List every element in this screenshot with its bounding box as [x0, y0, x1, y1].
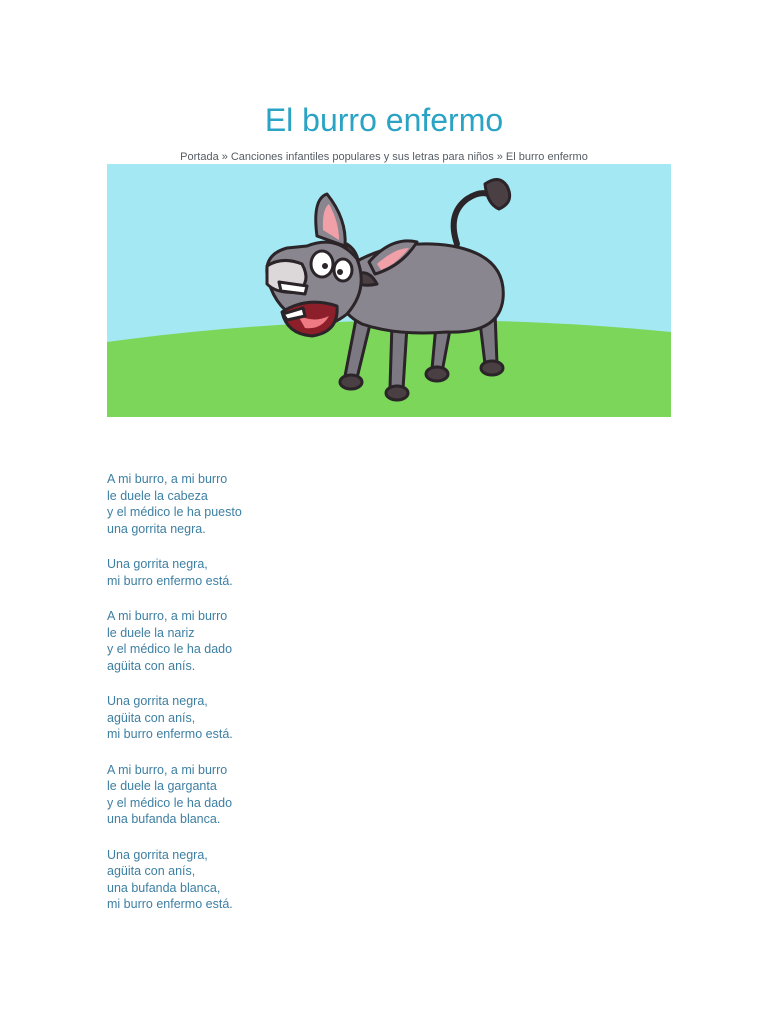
eye-left: [311, 251, 333, 277]
grass-hill: [107, 320, 671, 417]
verse-line: y el médico le ha puesto: [107, 505, 242, 519]
verse-line: agüita con anís,: [107, 710, 196, 725]
stanza: [107, 471, 507, 537]
verse-line: y el médico le ha dado: [107, 795, 233, 810]
verse-line: Una gorrita negra,: [107, 694, 208, 708]
verse-line: agüita con anís,: [107, 864, 196, 878]
verse-line: una bufanda blanca.: [107, 812, 221, 826]
verse-line: agüita con anís.: [107, 658, 196, 673]
song-lyrics: [107, 471, 507, 932]
breadcrumb-link-canciones[interactable]: Canciones infantiles populares y sus letras para niños: [230, 151, 494, 163]
stanza: [107, 847, 507, 913]
stanza: [107, 608, 507, 674]
verse-line: Una gorrita negra,: [107, 557, 208, 571]
verse-line: le duele la nariz: [107, 625, 195, 640]
breadcrumb-current: El burro enfermo: [505, 151, 588, 163]
stanza: [107, 556, 507, 589]
breadcrumb-separator: »: [221, 151, 228, 163]
verse-line: una gorrita negra.: [107, 521, 206, 536]
verse-line: le duele la garganta: [107, 779, 217, 793]
breadcrumb-link-portada[interactable]: Portada: [180, 151, 219, 163]
breadcrumb: [0, 150, 768, 164]
verse-line: una bufanda blanca,: [107, 880, 221, 895]
verse-line: mi burro enfermo está.: [107, 573, 233, 588]
breadcrumb-separator: »: [496, 151, 503, 163]
verse-line: A mi burro, a mi burro: [107, 762, 228, 777]
verse-line: A mi burro, a mi burro: [107, 472, 228, 486]
stanza: [107, 762, 507, 828]
verse-line: mi burro enfermo está.: [107, 727, 233, 741]
verse-line: Una gorrita negra,: [107, 847, 208, 862]
verse-line: le duele la cabeza: [107, 488, 208, 503]
page-title: El burro enfermo: [264, 102, 504, 138]
stanza: [107, 693, 507, 743]
eye-right: [334, 259, 352, 281]
verse-line: y el médico le ha dado: [107, 642, 233, 656]
verse-line: A mi burro, a mi burro: [107, 609, 228, 623]
hero-image: [107, 164, 671, 417]
donkey-illustration: [107, 164, 671, 417]
verse-line: mi burro enfermo está.: [107, 897, 233, 911]
